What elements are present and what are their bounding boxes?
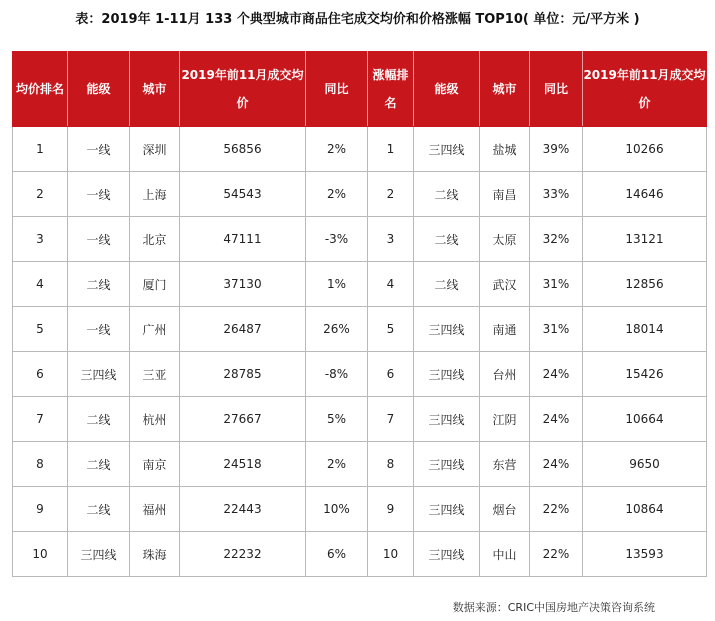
tier-cell-2: 三四线 xyxy=(414,307,480,352)
avg-price-cell: 27667 xyxy=(180,397,306,442)
avg-price-cell-2: 10864 xyxy=(583,487,707,532)
tier-cell-2: 三四线 xyxy=(414,487,480,532)
avg-price-cell: 22232 xyxy=(180,532,306,577)
tier-cell: 一线 xyxy=(68,217,130,262)
table-body xyxy=(13,127,707,577)
avg-price-cell-2: 13593 xyxy=(583,532,707,577)
avg-price-cell-2: 18014 xyxy=(583,307,707,352)
table-title: 表：2019年 1-11月 133 个典型城市商品住宅成交均价和价格涨幅 TOP10( 单位：元/平方米 ) xyxy=(75,12,640,27)
yoy-cell: 2% xyxy=(306,127,368,172)
header-tier-2: 能级 xyxy=(414,52,480,127)
yoy-cell-2: 31% xyxy=(530,307,583,352)
yoy-cell-2: 24% xyxy=(530,442,583,487)
growth-rank-cell: 1 xyxy=(368,127,414,172)
yoy-cell: 2% xyxy=(306,442,368,487)
tier-cell: 一线 xyxy=(68,307,130,352)
city-cell-2: 烟台 xyxy=(480,487,530,532)
header-tier: 能级 xyxy=(68,52,130,127)
avg-price-rank-cell: 9 xyxy=(13,487,68,532)
city-cell-2: 江阴 xyxy=(480,397,530,442)
avg-price-rank-cell: 10 xyxy=(13,532,68,577)
growth-rank-cell: 6 xyxy=(368,352,414,397)
yoy-cell-2: 32% xyxy=(530,217,583,262)
tier-cell-2: 二线 xyxy=(414,172,480,217)
tier-cell-2: 三四线 xyxy=(414,397,480,442)
tier-cell: 二线 xyxy=(68,442,130,487)
yoy-cell: 1% xyxy=(306,262,368,307)
growth-rank-cell: 4 xyxy=(368,262,414,307)
table-row xyxy=(13,262,707,307)
avg-price-cell: 56856 xyxy=(180,127,306,172)
city-cell: 珠海 xyxy=(130,532,180,577)
table-row xyxy=(13,307,707,352)
table-row xyxy=(13,217,707,262)
avg-price-cell-2: 9650 xyxy=(583,442,707,487)
avg-price-cell: 24518 xyxy=(180,442,306,487)
tier-cell: 二线 xyxy=(68,487,130,532)
avg-price-cell-2: 10266 xyxy=(583,127,707,172)
avg-price-cell-2: 10664 xyxy=(583,397,707,442)
tier-cell-2: 三四线 xyxy=(414,352,480,397)
city-cell-2: 武汉 xyxy=(480,262,530,307)
growth-rank-cell: 7 xyxy=(368,397,414,442)
table-row xyxy=(13,532,707,577)
growth-rank-cell: 10 xyxy=(368,532,414,577)
header-yoy: 同比 xyxy=(306,52,368,127)
yoy-cell: 6% xyxy=(306,532,368,577)
tier-cell: 一线 xyxy=(68,172,130,217)
avg-price-rank-cell: 2 xyxy=(13,172,68,217)
city-cell-2: 东营 xyxy=(480,442,530,487)
city-cell: 广州 xyxy=(130,307,180,352)
avg-price-cell: 47111 xyxy=(180,217,306,262)
avg-price-cell-2: 15426 xyxy=(583,352,707,397)
table-row xyxy=(13,172,707,217)
header-yoy-2: 同比 xyxy=(530,52,583,127)
avg-price-rank-cell: 3 xyxy=(13,217,68,262)
yoy-cell: -3% xyxy=(306,217,368,262)
tier-cell-2: 三四线 xyxy=(414,532,480,577)
header-growth-rank: 涨幅排名 xyxy=(368,52,414,127)
tier-cell-2: 二线 xyxy=(414,262,480,307)
header-avg-price-2: 2019年前11月成交均价 xyxy=(583,52,707,127)
avg-price-cell-2: 13121 xyxy=(583,217,707,262)
avg-price-cell: 54543 xyxy=(180,172,306,217)
city-cell: 深圳 xyxy=(130,127,180,172)
tier-cell-2: 三四线 xyxy=(414,127,480,172)
city-cell: 上海 xyxy=(130,172,180,217)
tier-cell: 三四线 xyxy=(68,532,130,577)
tier-cell: 二线 xyxy=(68,262,130,307)
yoy-cell: 10% xyxy=(306,487,368,532)
city-cell: 南京 xyxy=(130,442,180,487)
avg-price-rank-cell: 5 xyxy=(13,307,68,352)
city-cell-2: 盐城 xyxy=(480,127,530,172)
avg-price-rank-cell: 1 xyxy=(13,127,68,172)
table-row xyxy=(13,127,707,172)
city-cell: 福州 xyxy=(130,487,180,532)
tier-cell: 一线 xyxy=(68,127,130,172)
avg-price-cell-2: 14646 xyxy=(583,172,707,217)
city-cell: 杭州 xyxy=(130,397,180,442)
table-row xyxy=(13,487,707,532)
avg-price-rank-cell: 4 xyxy=(13,262,68,307)
yoy-cell-2: 22% xyxy=(530,532,583,577)
avg-price-cell-2: 12856 xyxy=(583,262,707,307)
city-cell-2: 太原 xyxy=(480,217,530,262)
tier-cell-2: 三四线 xyxy=(414,442,480,487)
tier-cell: 三四线 xyxy=(68,352,130,397)
yoy-cell-2: 24% xyxy=(530,352,583,397)
yoy-cell: 26% xyxy=(306,307,368,352)
growth-rank-cell: 9 xyxy=(368,487,414,532)
header-avg-price: 2019年前11月成交均价 xyxy=(180,52,306,127)
city-cell-2: 中山 xyxy=(480,532,530,577)
yoy-cell-2: 33% xyxy=(530,172,583,217)
yoy-cell-2: 24% xyxy=(530,397,583,442)
ranking-table xyxy=(12,51,707,577)
table-row xyxy=(13,352,707,397)
yoy-cell: 2% xyxy=(306,172,368,217)
yoy-cell-2: 31% xyxy=(530,262,583,307)
avg-price-cell: 28785 xyxy=(180,352,306,397)
header-city: 城市 xyxy=(130,52,180,127)
yoy-cell: -8% xyxy=(306,352,368,397)
growth-rank-cell: 8 xyxy=(368,442,414,487)
yoy-cell: 5% xyxy=(306,397,368,442)
header-avg-price-rank: 均价排名 xyxy=(13,52,68,127)
table-row xyxy=(13,397,707,442)
growth-rank-cell: 5 xyxy=(368,307,414,352)
avg-price-rank-cell: 6 xyxy=(13,352,68,397)
city-cell: 三亚 xyxy=(130,352,180,397)
yoy-cell-2: 39% xyxy=(530,127,583,172)
table-row xyxy=(13,442,707,487)
growth-rank-cell: 3 xyxy=(368,217,414,262)
yoy-cell-2: 22% xyxy=(530,487,583,532)
city-cell-2: 台州 xyxy=(480,352,530,397)
avg-price-rank-cell: 7 xyxy=(13,397,68,442)
avg-price-cell: 26487 xyxy=(180,307,306,352)
city-cell: 北京 xyxy=(130,217,180,262)
tier-cell: 二线 xyxy=(68,397,130,442)
avg-price-cell: 22443 xyxy=(180,487,306,532)
city-cell-2: 南昌 xyxy=(480,172,530,217)
data-source-note: 数据来源：CRIC中国房地产决策咨询系统 xyxy=(452,601,655,614)
city-cell-2: 南通 xyxy=(480,307,530,352)
header-city-2: 城市 xyxy=(480,52,530,127)
growth-rank-cell: 2 xyxy=(368,172,414,217)
avg-price-rank-cell: 8 xyxy=(13,442,68,487)
table-header-row xyxy=(13,52,707,127)
avg-price-cell: 37130 xyxy=(180,262,306,307)
tier-cell-2: 二线 xyxy=(414,217,480,262)
city-cell: 厦门 xyxy=(130,262,180,307)
